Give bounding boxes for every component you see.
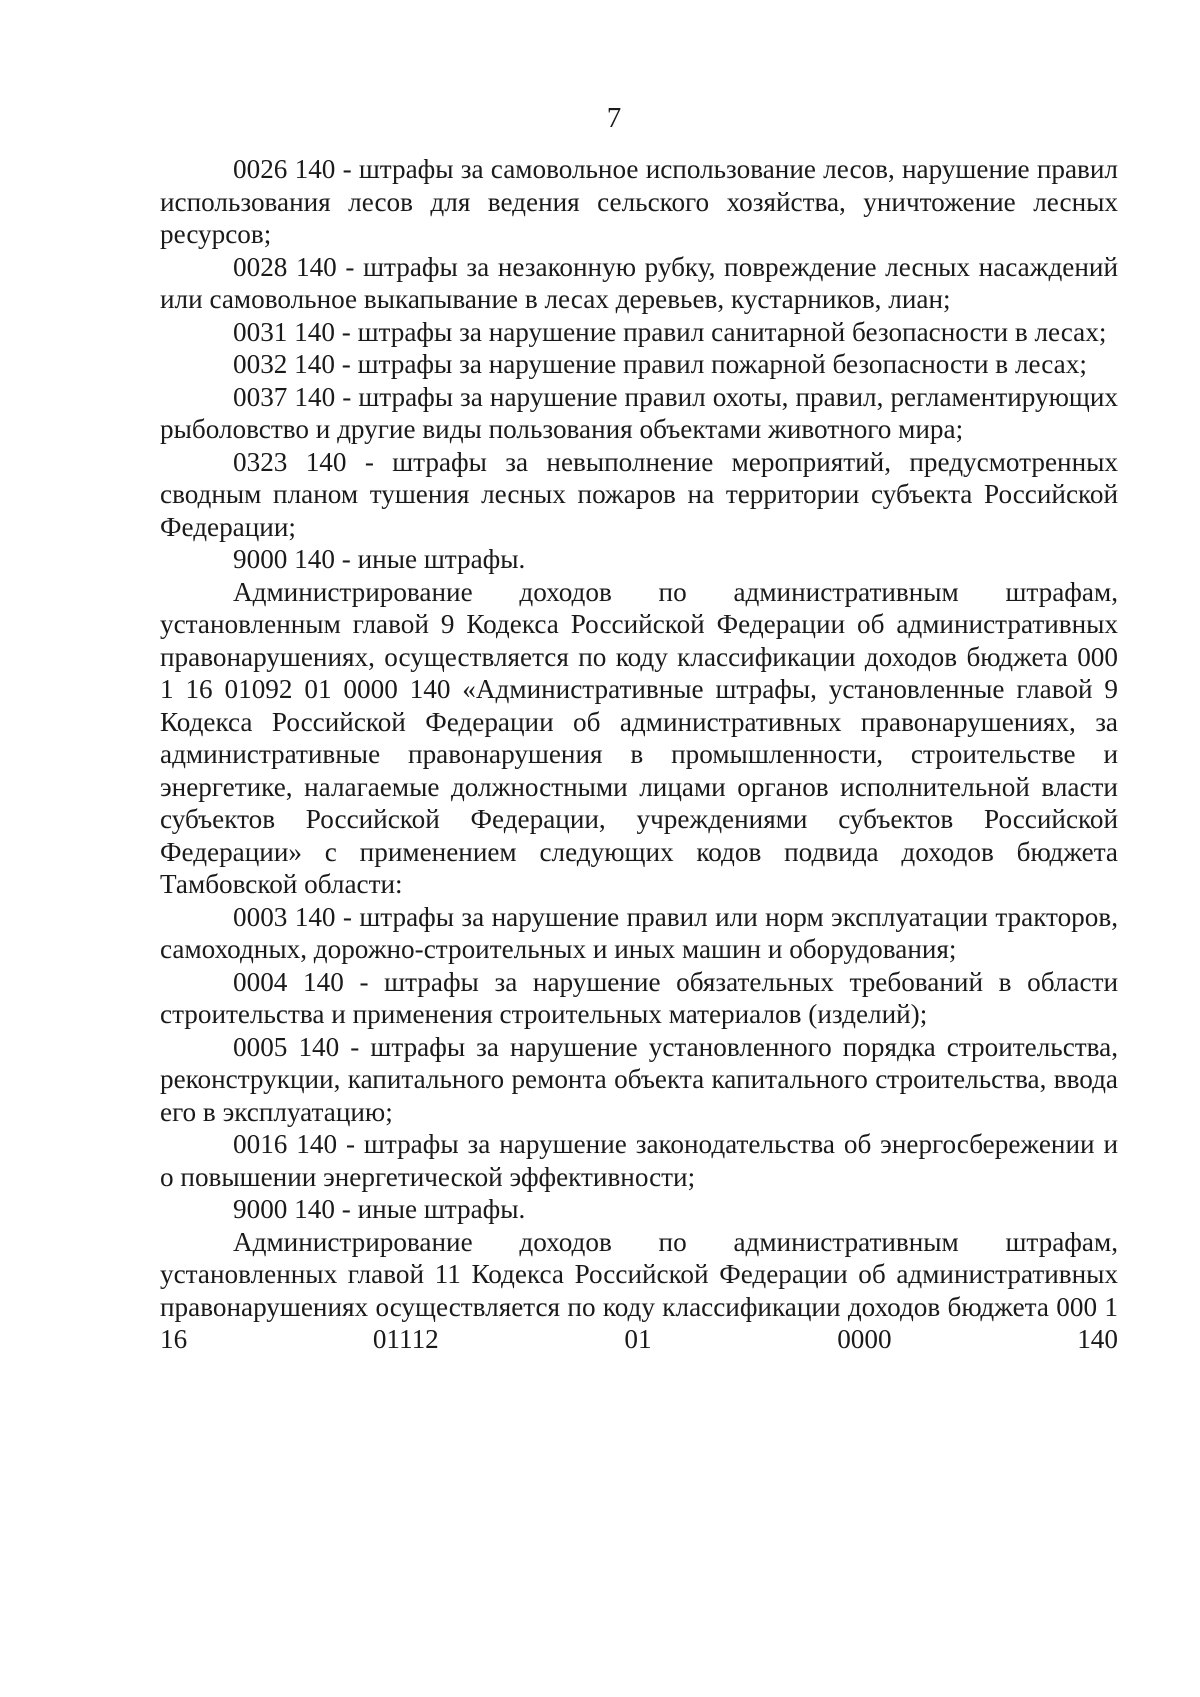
paragraph-chapter-9-administration: Администрирование доходов по административным штрафам, установленным главой 9 Кодекса Российской Федерации об административных правонарушениях, осуществляется по коду классификации доходов бюджета 000 1 16 01092 01 0000 140 «Административные штрафы, установленные главой 9 Кодекса Российской Федерации об административных правонарушениях, за административные правонарушения в промышленности, строительстве и энергетике, налагаемые должностными лицами органов исполнительной власти субъектов Российской Федерации, учреждениями субъектов Российской Федерации» с применением следующих кодов подвида доходов бюджета Тамбовской области: [160,576,1118,899]
paragraph-code-0028: 0028 140 - штрафы за незаконную рубку, повреждение лесных насаждений или самовольное выкапывание в лесах деревьев, кустарников, лиан; [160,251,1118,314]
paragraph-code-0004: 0004 140 - штрафы за нарушение обязательных требований в области строительства и применения строительных материалов (изделий); [160,966,1118,1029]
paragraph-code-0026: 0026 140 - штрафы за самовольное использование лесов, нарушение правил использования лесов для ведения сельского хозяйства, уничтожение лесных ресурсов; [160,154,1118,249]
paragraph-code-0003: 0003 140 - штрафы за нарушение правил или норм эксплуатации тракторов, самоходных, дорожно-строительных и иных машин и оборудования; [160,901,1118,964]
document-body [160,153,1118,1356]
paragraph-code-0323: 0323 140 - штрафы за невыполнение мероприятий, предусмотренных сводным планом тушения лесных пожаров на территории субъекта Российской Федерации; [160,446,1118,542]
paragraph-code-0032: 0032 140 - штрафы за нарушение правил пожарной безопасности в лесах; [233,349,1087,379]
paragraph-code-0031: 0031 140 - штрафы за нарушение правил санитарной безопасности в лесах; [233,316,1107,347]
paragraph-chapter-11-administration: Администрирование доходов по административным штрафам, установленных главой 11 Кодекса Российской Федерации об административных правонарушениях осуществляется по коду классификации доходов бюджета 000 1 16 01112 01 0000 140 [160,1226,1118,1354]
paragraph-code-9000-second: 9000 140 - иные штрафы. [233,1194,526,1224]
page-number: 7 [606,102,622,134]
paragraph-code-0037: 0037 140 - штрафы за нарушение правил охоты, правил, регламентирующих рыболовство и другие виды пользования объектами животного мира; [160,381,1118,444]
paragraph-code-9000-first: 9000 140 - иные штрафы. [233,544,526,574]
paragraph-code-0005: 0005 140 - штрафы за нарушение установленного порядка строительства, реконструкции, капитального ремонта объекта капитального строительства, ввода его в эксплуатацию; [160,1031,1118,1127]
paragraph-code-0016: 0016 140 - штрафы за нарушение законодательства об энергосбережении и о повышении энергетической эффективности; [160,1129,1118,1192]
